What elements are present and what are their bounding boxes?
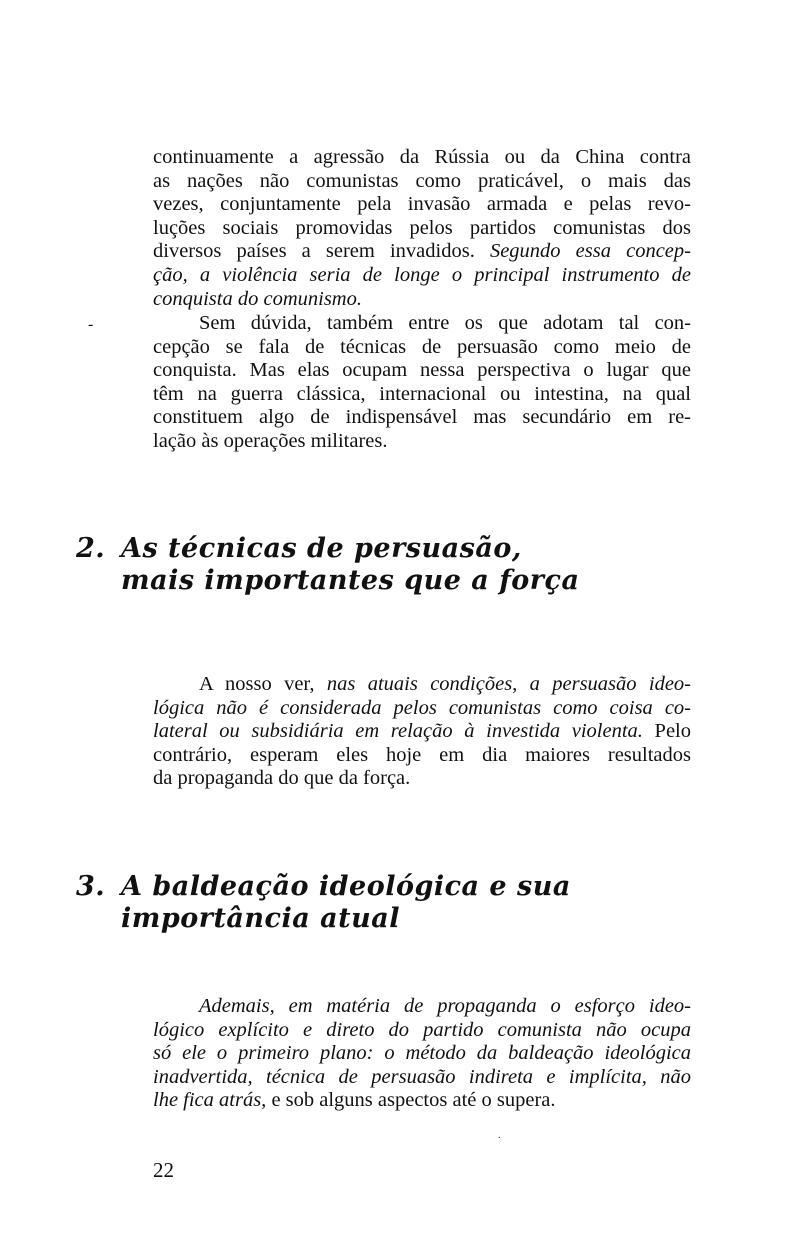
section-title-line-1: A baldeação ideológica e sua — [121, 871, 571, 902]
page-number: 22 — [153, 1158, 174, 1182]
text-line: Ademais, em matéria de propaganda o esforço ideo- — [199, 995, 691, 1017]
text-line: as nações não comunistas como praticável, o mais das — [153, 169, 691, 192]
stray-dot: . — [498, 1130, 501, 1141]
paragraph-1 — [153, 146, 691, 311]
paragraph-4 — [153, 995, 691, 1113]
text-line: A nosso ver, nas atuais condições, a persuasão ideo- — [199, 673, 691, 695]
text-line: diversos países a serem invadidos. Segundo essa concep- — [153, 240, 691, 263]
margin-mark: - — [88, 316, 94, 333]
text-line: luções sociais promovidas pelos partidos comunistas dos — [153, 216, 691, 239]
text-line: lhe fica atrás, e sob alguns aspectos até o supera. — [153, 1089, 556, 1112]
text-line: têm na guerra clássica, internacional ou intestina, na qual — [153, 382, 691, 405]
text-line: inadvertida, técnica de persuasão indireta e implícita, não — [153, 1065, 691, 1088]
text-line: conquista do comunismo. — [153, 287, 362, 310]
text-line: lação às operações militares. — [153, 429, 388, 452]
text-line: da propaganda do que da força. — [153, 767, 411, 790]
text-line: lateral ou subsidiária em relação à investida violenta. Pelo — [153, 720, 691, 743]
section-number: 3. — [76, 871, 106, 902]
text-line: Sem dúvida, também entre os que adotam tal con- — [199, 312, 691, 334]
section-title-line-2: importância atual — [121, 903, 400, 934]
paragraph-3 — [153, 673, 691, 791]
section-heading-3 — [76, 871, 696, 941]
section-number: 2. — [76, 533, 106, 564]
section-title-line-2: mais importantes que a força — [121, 565, 580, 596]
section-title-line-1: As técnicas de persuasão, — [121, 533, 522, 564]
section-heading-2 — [76, 533, 696, 603]
paragraph-2 — [153, 312, 691, 454]
text-line: ção, a violência seria de longe o principal instrumento de — [153, 263, 691, 286]
text-line: lógica não é considerada pelos comunistas como coisa co- — [153, 696, 691, 719]
text-line: lógico explícito e direto do partido comunista não ocupa — [153, 1018, 691, 1041]
text-line: contrário, esperam eles hoje em dia maiores resultados — [153, 743, 691, 766]
text-line: cepção se fala de técnicas de persuasão como meio de — [153, 335, 691, 358]
text-line: vezes, conjuntamente pela invasão armada e pelas revo- — [153, 193, 691, 216]
text-line: conquista. Mas elas ocupam nessa perspectiva o lugar que — [153, 359, 691, 382]
text-line: continuamente a agressão da Rússia ou da China contra — [153, 146, 691, 168]
text-line: só ele o primeiro plano: o método da baldeação ideológica — [153, 1042, 691, 1065]
text-line: constituem algo de indispensável mas secundário em re- — [153, 406, 691, 429]
